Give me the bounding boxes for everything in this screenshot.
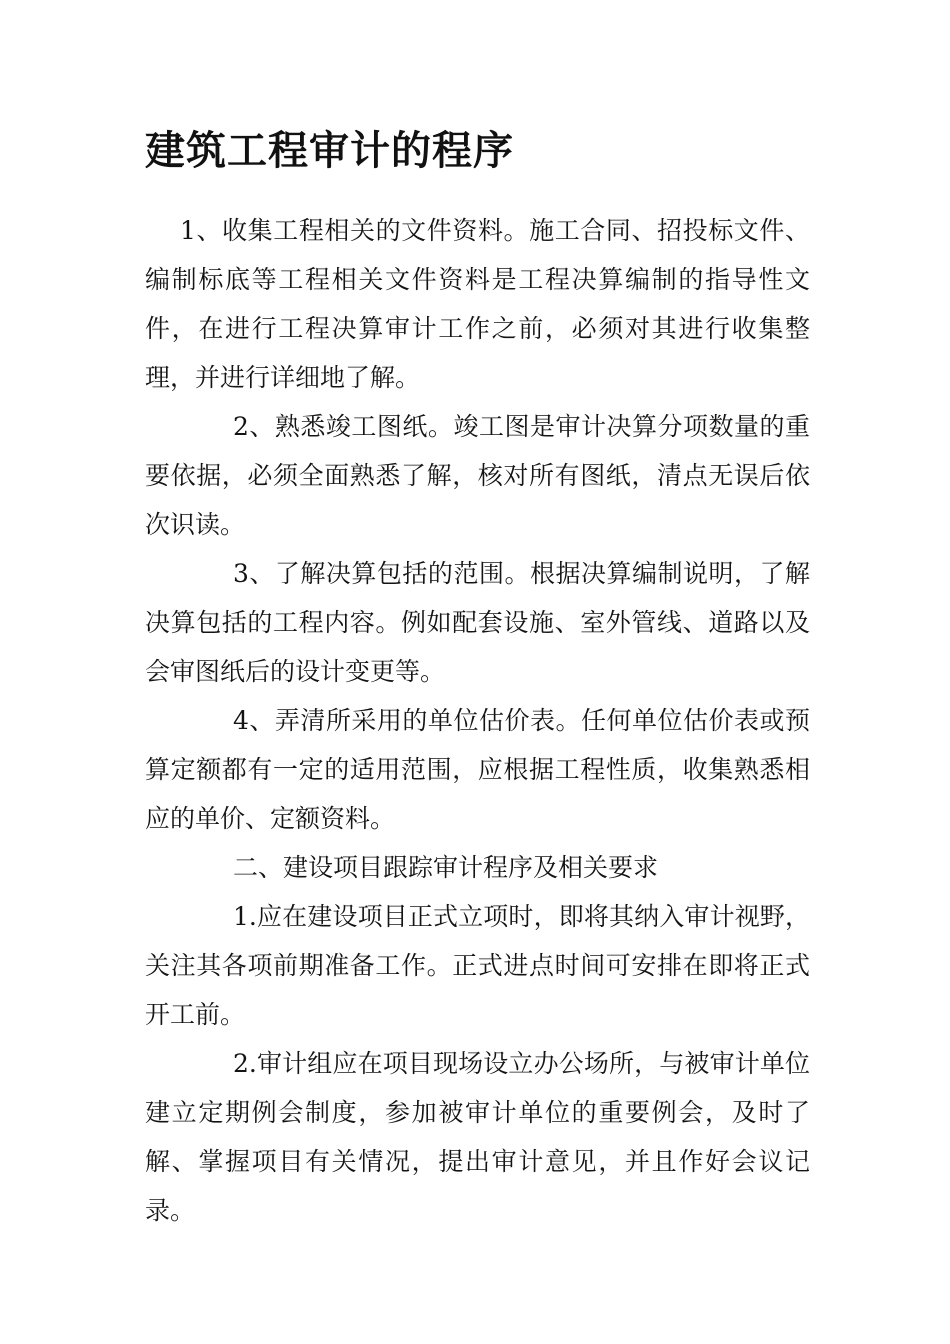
section-heading-tracking-audit: 二、建设项目跟踪审计程序及相关要求 (233, 853, 659, 882)
paragraph-unit-price-table: 4、弄清所采用的单位估价表。任何单位估价表或预算定额都有一定的适用范围，应根据工程性质，收集熟悉相应的单价、定额资料。 (145, 706, 810, 833)
paragraph-familiarize-drawings: 2、熟悉竣工图纸。竣工图是审计决算分项数量的重要依据，必须全面熟悉了解，核对所有图纸，清点无误后依次识读。 (145, 412, 810, 539)
paragraph-collect-documents: 1、收集工程相关的文件资料。施工合同、招投标文件、编制标底等工程相关文件资料是工程决算编制的指导性文件，在进行工程决算审计工作之前，必须对其进行收集整理，并进行详细地了解。 (145, 216, 810, 392)
paragraph-project-approval: 1.应在建设项目正式立项时，即将其纳入审计视野，关注其各项前期准备工作。正式进点时间可安排在即将正式开工前。 (145, 902, 810, 1029)
document-title: 建筑工程审计的程序 (145, 128, 514, 174)
paragraph-settlement-scope: 3、了解决算包括的范围。根据决算编制说明，了解决算包括的工程内容。例如配套设施、室外管线、道路以及会审图纸后的设计变更等。 (145, 559, 810, 686)
document-body (145, 206, 810, 1235)
paragraph-site-office: 2.审计组应在项目现场设立办公场所，与被审计单位建立定期例会制度，参加被审计单位的重要例会，及时了解、掌握项目有关情况，提出审计意见，并且作好会议记录。 (145, 1049, 810, 1225)
